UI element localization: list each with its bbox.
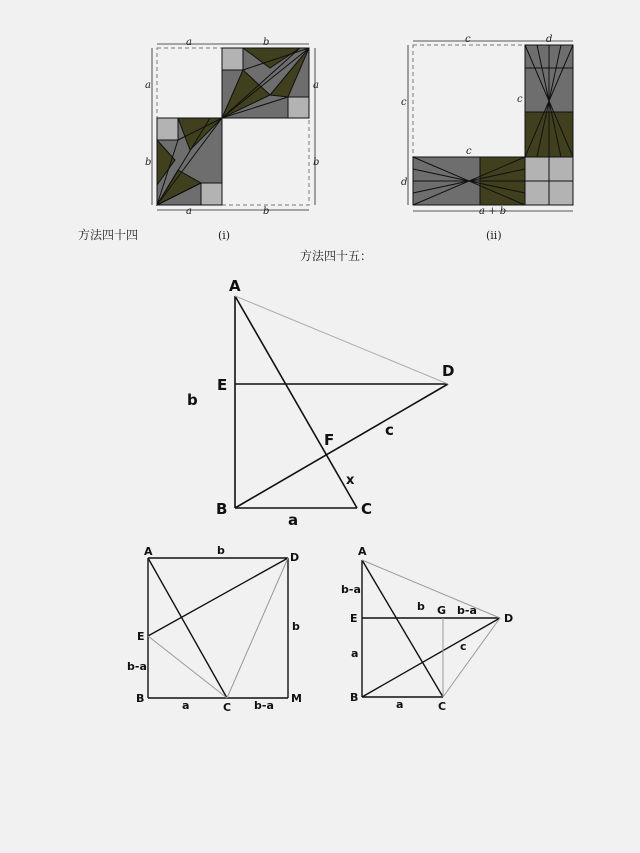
point-F: F (324, 431, 335, 449)
point-E: E (217, 376, 228, 394)
figure-main (187, 277, 454, 529)
point-B: B (136, 692, 145, 705)
caption-i: (i) (218, 229, 231, 242)
point-D: D (442, 362, 455, 380)
label-b-left: b (145, 157, 152, 168)
segment-b-mid: b (417, 600, 425, 613)
point-A: A (358, 545, 367, 558)
segment-c: c (385, 421, 394, 439)
segment-b-top: b (217, 544, 225, 557)
label-c-inner-h: c (466, 146, 472, 157)
point-B: B (216, 500, 228, 518)
segment-b: b (187, 391, 198, 409)
segment-ba-left: b-a (127, 660, 147, 673)
point-A: A (229, 277, 241, 295)
point-C: C (438, 700, 447, 713)
label-a-plus-b: a + b (479, 206, 507, 217)
point-D: D (504, 612, 514, 625)
label-c-inner-v: c (517, 94, 523, 105)
segment-x: x (346, 473, 355, 488)
light-cell (201, 183, 222, 205)
point-E: E (137, 630, 145, 643)
point-G: G (437, 604, 447, 617)
point-D: D (290, 551, 300, 564)
figure-bottom-right (341, 545, 513, 713)
figure-bottom-left (127, 544, 302, 714)
segment-a-bottom: a (182, 699, 190, 712)
caption-ii: (ii) (486, 229, 502, 242)
segment-b-right: b (292, 620, 300, 633)
label-d-top: d (546, 34, 553, 45)
label-b-bottom: b (263, 206, 270, 217)
point-C: C (223, 701, 232, 714)
segment-a-bottom: a (396, 698, 404, 711)
point-E: E (350, 612, 358, 625)
segment-ba-left: b-a (341, 583, 361, 596)
caption-method44: 方法四十四 (78, 228, 139, 242)
segment-ba-mid: b-a (457, 604, 477, 617)
segment-ba-bottom: b-a (254, 699, 274, 712)
point-M: M (291, 692, 302, 705)
label-a-top: a (186, 37, 192, 48)
label-b-right: b (313, 157, 320, 168)
segment-c: c (460, 640, 467, 653)
label-d-left: d (401, 177, 408, 188)
label-b-top: b (263, 37, 270, 48)
point-A: A (144, 545, 153, 558)
label-a-right: a (313, 80, 319, 91)
figure-i (78, 37, 319, 242)
segment-a: a (288, 511, 299, 529)
light-cell (157, 118, 178, 140)
segment-a-left: a (351, 647, 359, 660)
label-a-left: a (145, 80, 151, 91)
light-cell (222, 48, 243, 70)
point-B: B (350, 691, 359, 704)
label-c-left: c (401, 97, 407, 108)
figure-ii (401, 34, 573, 242)
label-c-top: c (465, 34, 471, 45)
light-cell (288, 97, 309, 118)
label-a-bottom: a (186, 206, 192, 217)
point-C: C (361, 500, 373, 518)
method45-title: 方法四十五： (300, 249, 373, 263)
